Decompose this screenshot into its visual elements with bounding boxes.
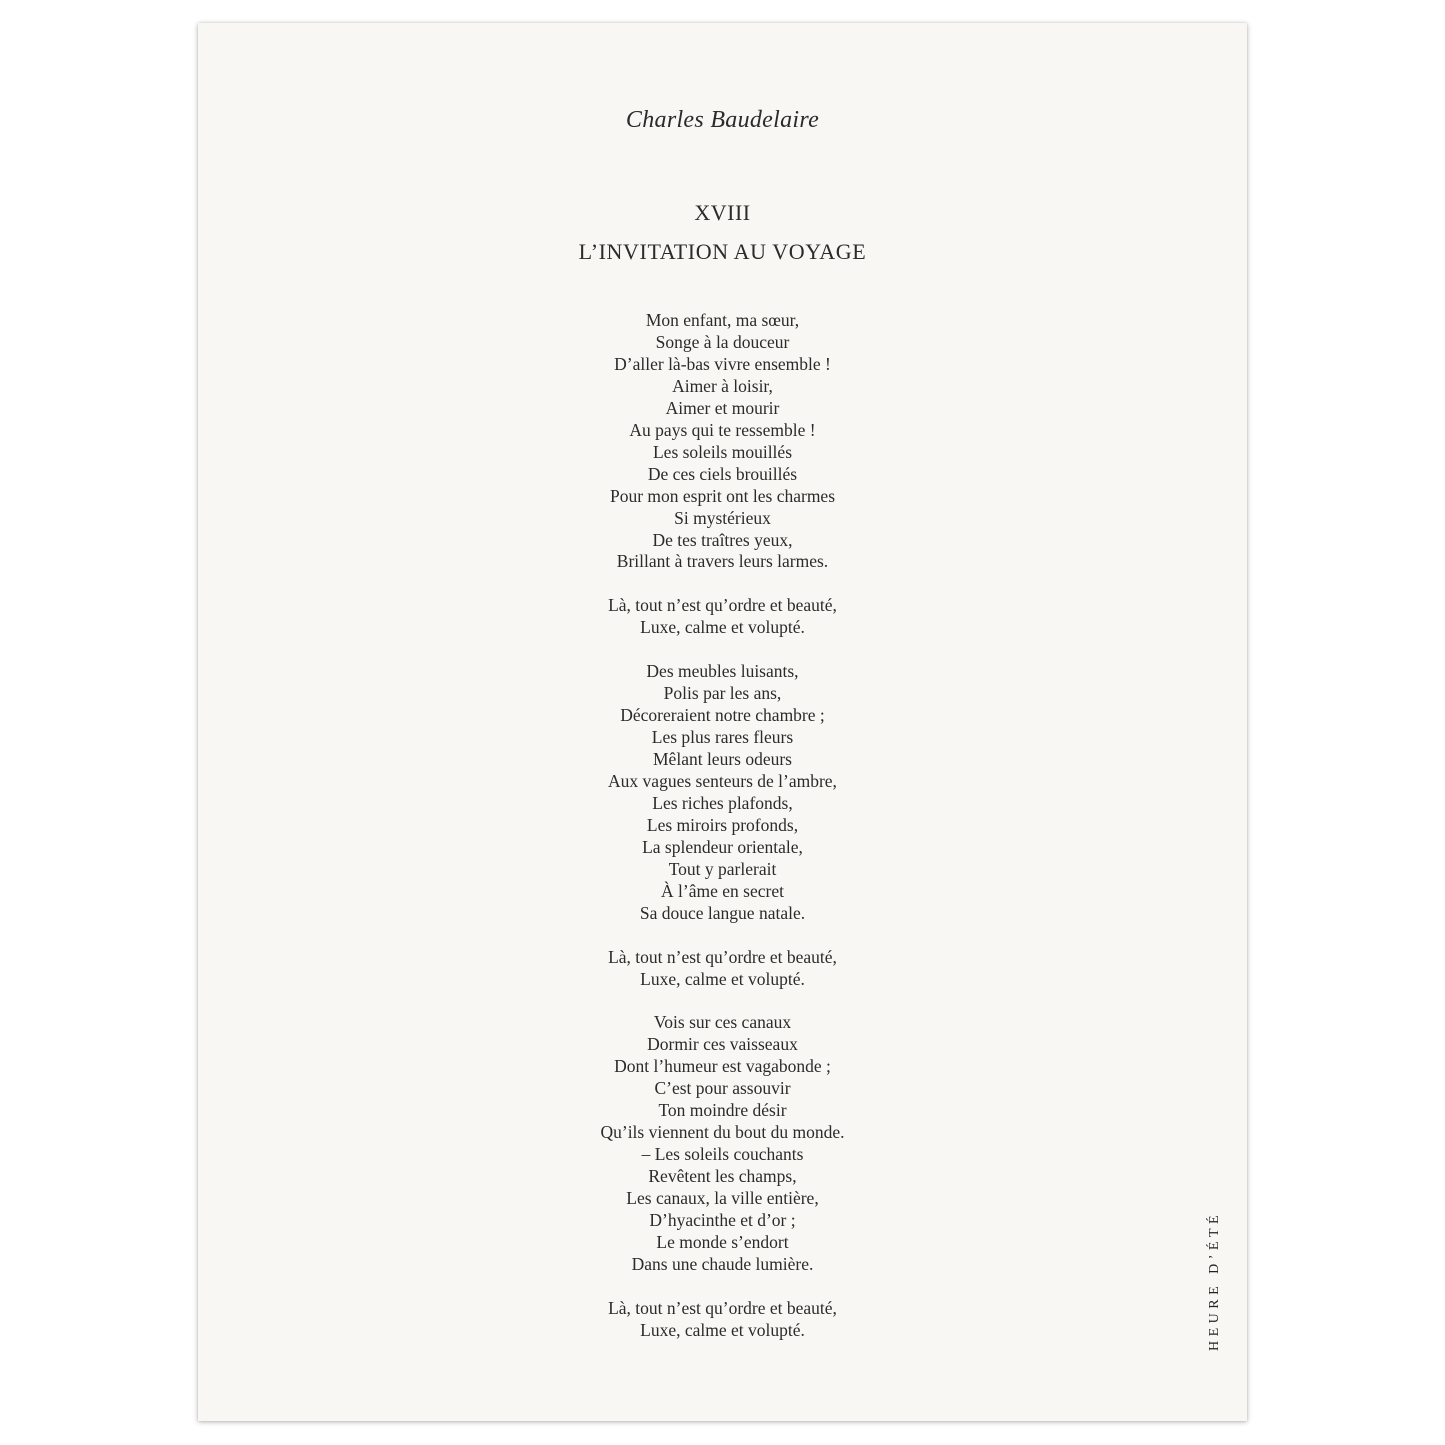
verse-line: Pour mon esprit ont les charmes: [609, 485, 836, 506]
verse-line: Les canaux, la ville entière,: [626, 1188, 819, 1209]
stanza: [198, 661, 1247, 924]
verse-line: Aimer à loisir,: [672, 375, 773, 396]
verse-line: Mêlant leurs odeurs: [653, 749, 792, 770]
poem-body: [198, 310, 1247, 1364]
verse-line: Luxe, calme et volupté.: [640, 968, 805, 989]
verse-line: Aux vagues senteurs de l’ambre,: [608, 770, 837, 791]
refrain: [198, 947, 1247, 991]
verse-line: C’est pour assouvir: [654, 1078, 791, 1099]
verse-line: Revêtent les champs,: [648, 1166, 797, 1187]
verse-line: Luxe, calme et volupté.: [640, 617, 805, 638]
verse-line: Décoreraient notre chambre ;: [620, 705, 825, 726]
verse-line: Brillant à travers leurs larmes.: [616, 551, 829, 572]
verse-line: Mon enfant, ma sœur,: [645, 310, 800, 330]
poem-page: [198, 23, 1247, 1421]
verse-line: Le monde s’endort: [656, 1231, 789, 1252]
refrain: [198, 1298, 1247, 1342]
verse-line: Là, tout n’est qu’ordre et beauté,: [608, 595, 837, 616]
verse-line: Sa douce langue natale.: [639, 902, 806, 923]
verse-line: – Les soleils couchants: [641, 1144, 804, 1165]
verse-line: Aimer et mourir: [665, 397, 780, 418]
verse-line: Là, tout n’est qu’ordre et beauté,: [608, 1297, 837, 1318]
verse-line: Qu’ils viennent du bout du monde.: [600, 1122, 845, 1143]
refrain: [198, 595, 1247, 639]
verse-line: Les miroirs profonds,: [646, 814, 799, 835]
verse-line: Songe à la douceur: [655, 331, 790, 352]
verse-line: À l’âme en secret: [661, 880, 784, 901]
verse-line: Tout y parlerait: [668, 858, 777, 879]
verse-line: Dont l’humeur est vagabonde ;: [614, 1056, 831, 1077]
verse-line: Au pays qui te ressemble !: [629, 419, 816, 440]
verse-line: Des meubles luisants,: [646, 661, 799, 682]
verse-line: Ton moindre désir: [658, 1100, 787, 1121]
verse-line: Les soleils mouillés: [652, 441, 793, 462]
poem-number: XVIII: [694, 200, 751, 225]
verse-line: De ces ciels brouillés: [647, 463, 798, 484]
stanza: [198, 1012, 1247, 1275]
verse-line: D’aller là-bas vivre ensemble !: [614, 353, 831, 374]
verse-line: Si mystérieux: [674, 507, 771, 528]
verse-line: D’hyacinthe et d’or ;: [649, 1210, 796, 1231]
series-label-text: HEURE D’ÉTÉ: [1207, 1210, 1222, 1352]
verse-line: Vois sur ces canaux: [653, 1012, 792, 1033]
verse-line: Là, tout n’est qu’ordre et beauté,: [608, 946, 837, 967]
verse-line: Les plus rares fleurs: [651, 727, 794, 748]
author-name: Charles Baudelaire: [625, 107, 820, 133]
verse-line: La splendeur orientale,: [642, 836, 803, 857]
poem-title: L’INVITATION AU VOYAGE: [578, 239, 867, 264]
verse-line: Dans une chaude lumière.: [631, 1253, 814, 1274]
stanza: [198, 310, 1247, 573]
verse-line: Polis par les ans,: [663, 683, 782, 704]
verse-line: De tes traîtres yeux,: [652, 529, 793, 550]
verse-line: Les riches plafonds,: [652, 792, 793, 813]
verse-line: Dormir ces vaisseaux: [647, 1034, 798, 1055]
verse-line: Luxe, calme et volupté.: [640, 1319, 805, 1340]
